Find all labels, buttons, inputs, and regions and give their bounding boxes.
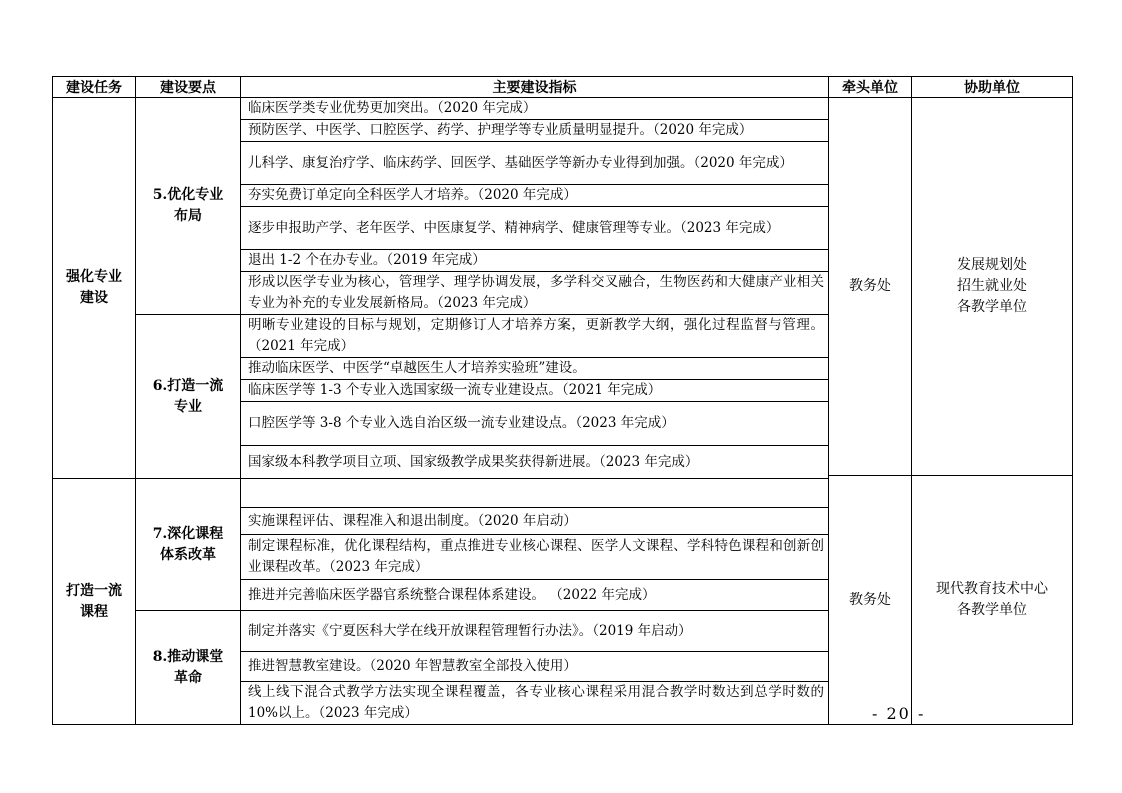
- key-point-name-line: 5.优化专业: [152, 187, 224, 203]
- key-point-cell: [136, 98, 241, 315]
- assist-unit-line: 各教学单位: [957, 602, 1027, 618]
- header-assist-unit: 协助单位: [912, 77, 1073, 98]
- indicator-cell: 明晰专业建设的目标与规划，定期修订人才培养方案，更新教学大纲，强化过程监督与管理。（2021 年完成）: [241, 315, 829, 358]
- task-name-line: 强化专业: [66, 269, 122, 285]
- construction-plan-table: [52, 76, 1073, 725]
- indicator-cell: 国家级本科教学项目立项、国家级教学成果奖获得新进展。（2023 年完成）: [241, 446, 829, 479]
- indicator-cell: 临床医学等 1-3 个专业入选国家级一流专业建设点。（2021 年完成）: [241, 380, 829, 402]
- key-point-name-line: 体系改革: [160, 546, 216, 563]
- indicator-cell: 形成以医学专业为核心，管理学、理学协调发展，多学科交叉融合，生物医药和大健康产业相关专业为补充的专业发展新格局。（2023 年完成）: [241, 272, 829, 315]
- indicator-cell: 夯实免费订单定向全科医学人才培养。（2020 年完成）: [241, 185, 829, 207]
- indicator-cell: 推动临床医学、中医学“卓越医生人才培养实验班”建设。: [241, 358, 829, 380]
- assist-unit-line: 各教学单位: [957, 299, 1027, 315]
- assist-unit-line: 现代教育技术中心: [936, 581, 1048, 597]
- indicator-cell: 推进并完善临床医学器官系统整合课程体系建设。 （2022 年完成）: [241, 580, 829, 611]
- assist-unit-cell: [912, 98, 1073, 476]
- indicator-cell: 实施课程评估、课程准入和退出制度。（2020 年启动）: [241, 508, 829, 535]
- key-point-name-line: 布局: [174, 208, 202, 224]
- indicator-cell: 口腔医学等 3-8 个专业入选自治区级一流专业建设点。（2023 年完成）: [241, 402, 829, 446]
- key-point-cell: [136, 315, 241, 479]
- key-point-cell: [136, 479, 241, 611]
- indicator-cell: 预防医学、中医学、口腔医学、药学、护理学等专业质量明显提升。（2020 年完成）: [241, 120, 829, 142]
- header-indicators: 主要建设指标: [241, 77, 829, 98]
- task-cell: [53, 479, 136, 725]
- indicator-cell: 推进智慧教室建设。（2020 年智慧教室全部投入使用）: [241, 652, 829, 682]
- key-point-name-line: 7.深化课程: [152, 525, 224, 542]
- task-name-line: 打造一流: [66, 582, 122, 599]
- key-point-name-line: 专业: [174, 398, 202, 415]
- indicator-cell: 退出 1-2 个在办专业。（2019 年完成）: [241, 250, 829, 272]
- assist-unit-line: 招生就业处: [957, 278, 1027, 294]
- assist-unit-cell: [912, 476, 1073, 725]
- page-number: - 20 -: [872, 704, 926, 723]
- table-header-row: [53, 77, 1073, 98]
- assist-unit-line: 发展规划处: [957, 257, 1027, 273]
- key-point-name-line: 8.推动课堂: [152, 648, 224, 665]
- header-key-point: 建设要点: [136, 77, 241, 98]
- task-cell: [53, 98, 136, 479]
- indicator-cell: 逐步申报助产学、老年医学、中医康复学、精神病学、健康管理等专业。（2023 年完成）: [241, 207, 829, 250]
- indicator-cell: 制定课程标准，优化课程结构，重点推进专业核心课程、医学人文课程、学科特色课程和创新创业课程改革。（2023 年完成）: [241, 535, 829, 580]
- indicator-cell: 线上线下混合式教学方法实现全课程覆盖，各专业核心课程采用混合教学时数达到总学时数的 10%以上。（2023 年完成）: [241, 682, 829, 725]
- task-name-line: 课程: [80, 603, 108, 620]
- key-point-cell: [136, 611, 241, 725]
- indicator-cell: 临床医学类专业优势更加突出。（2020 年完成）: [241, 98, 829, 120]
- indicator-cell: 制定并落实《宁夏医科大学在线开放课程管理暂行办法》。（2019 年启动）: [241, 611, 829, 652]
- indicator-cell: 儿科学、康复治疗学、临床药学、回医学、基础医学等新办专业得到加强。（2020 年完成）: [241, 142, 829, 185]
- key-point-name-line: 6.打造一流: [152, 377, 224, 394]
- header-lead-unit: 牵头单位: [829, 77, 912, 98]
- key-point-name-line: 革命: [174, 669, 202, 686]
- task-name-line: 建设: [80, 290, 108, 306]
- lead-unit-cell: 教务处: [829, 98, 912, 476]
- header-task: 建设任务: [53, 77, 136, 98]
- table-row: [53, 98, 1073, 120]
- lead-unit-cell: 教务处: [829, 476, 912, 725]
